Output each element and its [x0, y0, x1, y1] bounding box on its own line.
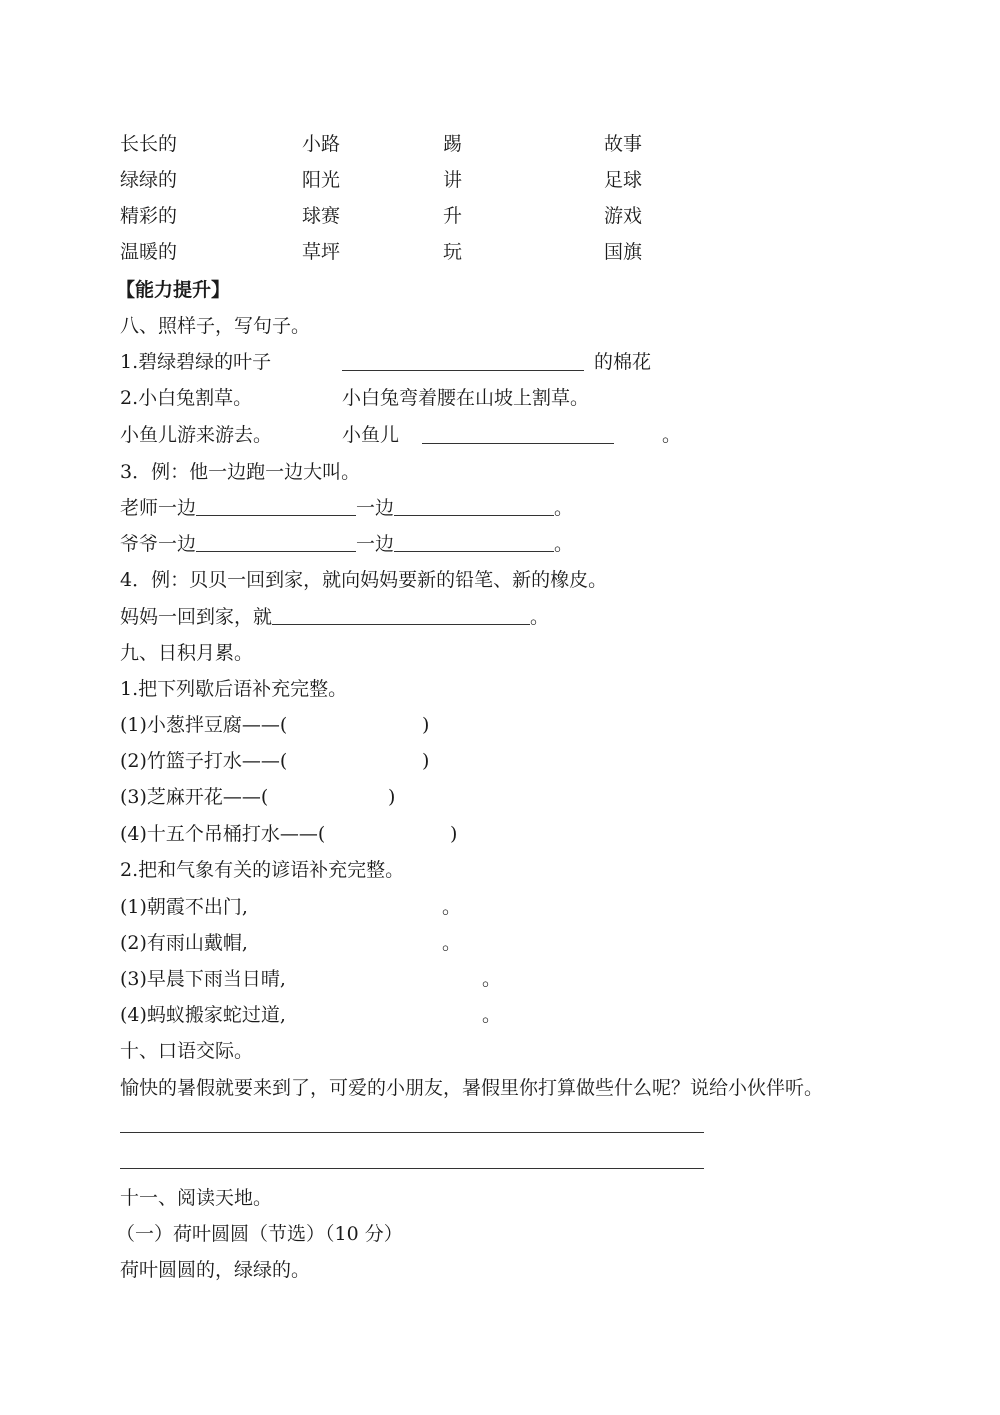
- yanyu-end: 。: [442, 896, 462, 918]
- q8-item3a-blank-1[interactable]: [196, 497, 356, 516]
- q8-item2b-prompt: 小鱼儿游来游去。: [120, 424, 273, 446]
- q8-item3b: [120, 532, 573, 556]
- q8-item3-example: 3．例：他一边跑一边大叫。: [120, 461, 361, 483]
- q8-item3a-start: 老师一边: [120, 497, 197, 519]
- q8-item3b-start: 爷爷一边: [120, 533, 197, 555]
- match-cell: 球赛: [302, 205, 341, 227]
- q10-answer-line-2[interactable]: [120, 1150, 704, 1169]
- q8-item3b-mid: 一边: [356, 533, 395, 555]
- yanyu-end: 。: [482, 1004, 502, 1026]
- q8-item2b-blank[interactable]: [422, 425, 614, 444]
- q8-item3a-end: 。: [554, 497, 574, 519]
- xiehouyu-item: (3)芝麻开花——(: [120, 786, 269, 808]
- xiehouyu-item: (1)小葱拌豆腐——(: [120, 714, 288, 736]
- match-cell: 讲: [443, 169, 463, 191]
- q10-prompt: 愉快的暑假就要来到了，可爱的小朋友，暑假里你打算做些什么呢？说给小伙伴听。: [120, 1077, 824, 1099]
- q10-answer-line-1[interactable]: [120, 1114, 704, 1133]
- question-11-title: 十一、阅读天地。: [120, 1187, 273, 1209]
- match-cell: 草坪: [302, 241, 341, 263]
- xiehouyu-close: ): [450, 823, 458, 845]
- q8-item2-example: 2.小白兔割草。: [120, 387, 253, 409]
- match-cell: 游戏: [604, 205, 643, 227]
- match-cell: 长长的: [120, 133, 178, 155]
- xiehouyu-close: ): [388, 786, 396, 808]
- yanyu-item: (2)有雨山戴帽,: [120, 932, 248, 954]
- q8-item4: [120, 605, 549, 629]
- match-cell: 足球: [604, 169, 643, 191]
- match-cell: 玩: [443, 241, 463, 263]
- match-cell: 温暖的: [120, 241, 178, 263]
- q8-item2-example-answer: 小白兔弯着腰在山坡上割草。: [342, 387, 590, 409]
- q8-item3b-blank-2[interactable]: [394, 533, 554, 552]
- match-cell: 精彩的: [120, 205, 178, 227]
- q8-item1: [120, 350, 271, 374]
- xiehouyu-close: ): [422, 750, 430, 772]
- q8-item3a: [120, 496, 573, 520]
- section-heading: 【能力提升】: [116, 279, 231, 301]
- q8-item4-start: 妈妈一回到家，就: [120, 606, 273, 628]
- yanyu-end: 。: [442, 932, 462, 954]
- q9-sub2-title: 2.把和气象有关的谚语补充完整。: [120, 859, 405, 881]
- q8-item3a-mid: 一边: [356, 497, 395, 519]
- q8-item2b-start: 小鱼儿: [342, 424, 400, 446]
- match-cell: 升: [443, 205, 463, 227]
- xiehouyu-item: (2)竹篮子打水——(: [120, 750, 288, 772]
- q8-item3b-end: 。: [554, 533, 574, 555]
- yanyu-item: (4)蚂蚁搬家蛇过道,: [120, 1004, 286, 1026]
- q8-item2b-end: 。: [662, 424, 682, 446]
- yanyu-item: (3)早晨下雨当日晴,: [120, 968, 286, 990]
- q9-sub1-title: 1.把下列歇后语补充完整。: [120, 678, 348, 700]
- match-cell: 踢: [443, 133, 463, 155]
- q8-item4-end: 。: [530, 606, 550, 628]
- q8-item1-prompt: 1.碧绿碧绿的叶子: [120, 351, 272, 373]
- match-cell: 绿绿的: [120, 169, 178, 191]
- yanyu-end: 。: [482, 968, 502, 990]
- q8-item1-blank[interactable]: [342, 352, 584, 371]
- question-9-title: 九、日积月累。: [120, 642, 254, 664]
- match-cell: 故事: [604, 133, 643, 155]
- question-10-title: 十、口语交际。: [120, 1040, 254, 1062]
- xiehouyu-item: (4)十五个吊桶打水——(: [120, 823, 326, 845]
- match-cell: 小路: [302, 133, 341, 155]
- q8-item3b-blank-1[interactable]: [196, 533, 356, 552]
- q8-item3a-blank-2[interactable]: [394, 497, 554, 516]
- q8-item4-example: 4．例：贝贝一回到家，就向妈妈要新的铅笔、新的橡皮。: [120, 569, 608, 591]
- q8-item4-blank[interactable]: [272, 606, 530, 625]
- yanyu-item: (1)朝霞不出门,: [120, 896, 248, 918]
- q8-item1-suffix: 的棉花: [594, 351, 652, 373]
- passage-title: （一）荷叶圆圆（节选）（10 分）: [116, 1223, 403, 1245]
- match-cell: 阳光: [302, 169, 341, 191]
- passage-text: 荷叶圆圆的，绿绿的。: [120, 1259, 311, 1281]
- match-cell: 国旗: [604, 241, 643, 263]
- question-8-title: 八、照样子，写句子。: [120, 315, 311, 337]
- xiehouyu-close: ): [422, 714, 430, 736]
